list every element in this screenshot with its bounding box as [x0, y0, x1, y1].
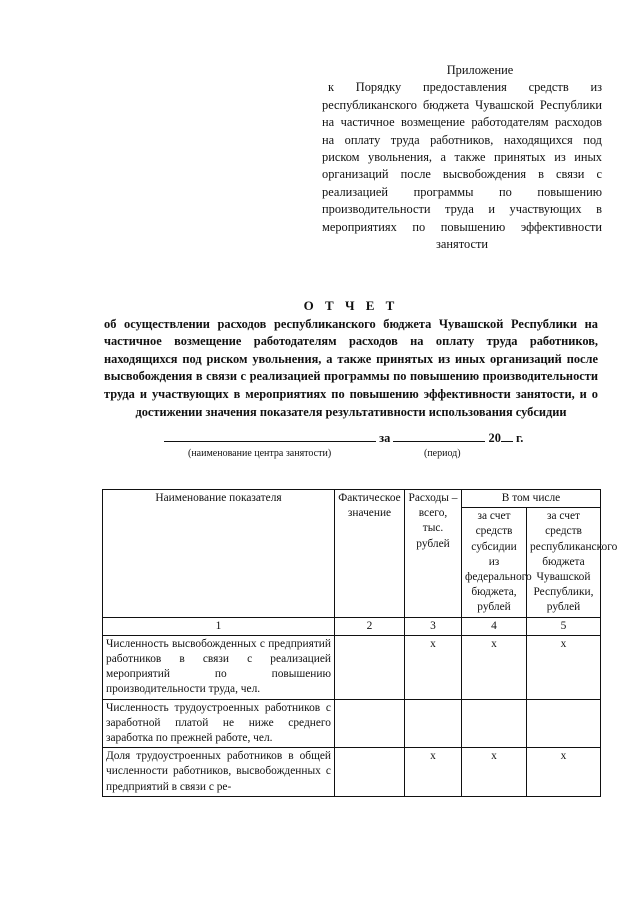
indicator-name-cell: Доля трудоустроенных работников в общей численности работников, высвобожденных с предприятий в связи с ре- [103, 748, 335, 797]
federal-cell: х [462, 635, 527, 699]
header-actual-value: Фактическое значение [335, 490, 405, 618]
column-numbers-row [103, 617, 601, 635]
column-number: 2 [335, 617, 405, 635]
actual-value-cell[interactable] [335, 635, 405, 699]
year-suffix: г. [516, 431, 524, 445]
indicator-name-cell: Численность высвобожденных с предприятий работников в связи с реализацией мероприятий по повышению производительности труда, чел. [103, 635, 335, 699]
caption-center-name: (наименование центра занятости) [188, 448, 332, 459]
report-heading [104, 297, 598, 421]
header-federal: за счет средств субсидии из федерального бюджета, рублей [462, 508, 527, 617]
indicators-table [102, 489, 618, 797]
column-number: 3 [405, 617, 462, 635]
header-row-1 [103, 490, 601, 508]
column-number: 4 [462, 617, 527, 635]
period-blank [393, 430, 485, 442]
republican-cell: х [527, 748, 601, 797]
expenses-cell[interactable] [405, 699, 462, 748]
republican-cell[interactable] [527, 699, 601, 748]
period-line [164, 430, 544, 446]
actual-value-cell[interactable] [335, 748, 405, 797]
table-row [103, 699, 601, 748]
report-subject: об осуществлении расходов республиканского бюджета Чувашской Республики на частичное возмещение работодателям расходов на оплату труда работников, находящихся под риском увольнения, а также принятых из иных организаций после высвобождения в связи с реализацией программы по повышению производительности труда и участвующих в мероприятиях по повышению эффективности занятости, и о достижении значения показателя результативности использования субсидии [104, 316, 598, 419]
column-number: 5 [527, 617, 601, 635]
header-republican: за счет средств республиканского бюджета Чувашской Республики, рублей [527, 508, 601, 617]
appendix-block [322, 62, 602, 253]
indicator-name-cell: Численность трудоустроенных работников с заработной платой не ниже среднего заработка по прежней работе, чел. [103, 699, 335, 748]
federal-cell: х [462, 748, 527, 797]
actual-value-cell[interactable] [335, 699, 405, 748]
column-number: 1 [103, 617, 335, 635]
table-row [103, 635, 601, 699]
header-expenses: Расходы – всего, тыс. рублей [405, 490, 462, 618]
header-including: В том числе [462, 490, 601, 508]
year-prefix: 20 [488, 431, 501, 445]
center-name-blank [164, 430, 376, 442]
expenses-cell: х [405, 748, 462, 797]
republican-cell: х [527, 635, 601, 699]
federal-cell[interactable] [462, 699, 527, 748]
caption-period: (период) [424, 448, 461, 459]
report-title: О Т Ч Е Т [303, 298, 399, 313]
expenses-cell: х [405, 635, 462, 699]
appendix-title: Приложение [446, 63, 514, 77]
period-word-za: за [379, 431, 391, 445]
appendix-text: к Порядку предоставления средств из республиканского бюджета Чувашской Республики на частичное возмещение работодателям расходов на оплату труда работников, находящихся под риском увольнения, а также принятых из иных организаций после высвобождения в связи с реализацией программы по повышению производительности труда и участвующих в мероприятиях по повышению эффективности занятости [322, 80, 602, 252]
year-blank [501, 430, 513, 442]
table-row [103, 748, 601, 797]
header-indicator-name: Наименование показателя [103, 490, 335, 618]
